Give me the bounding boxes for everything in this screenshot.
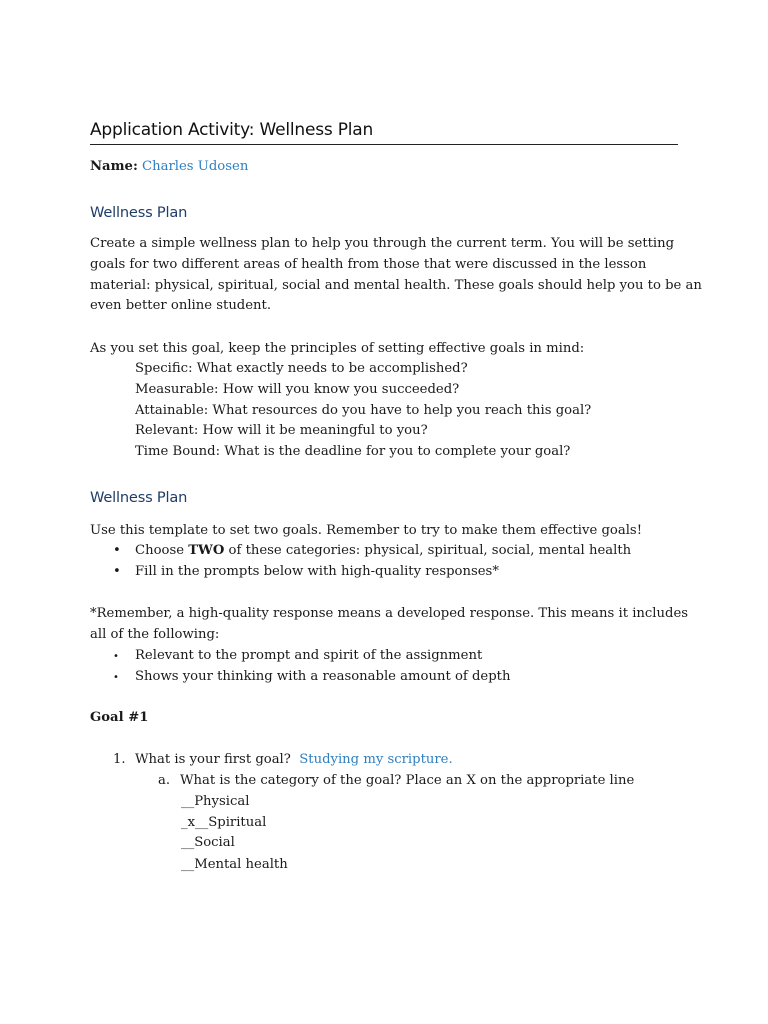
intro-paragraph bbox=[90, 234, 702, 317]
question-1a bbox=[158, 771, 634, 792]
principle-relevant: Relevant: How will it be meaningful to you? bbox=[135, 423, 428, 439]
remember-line: *Remember, a high-quality response means a developed response. This means it includes bbox=[90, 606, 689, 621]
bullet-icon: • bbox=[113, 651, 119, 662]
principle-attainable: Attainable: What resources do you have to help you reach this goal? bbox=[135, 402, 592, 418]
name-line bbox=[90, 157, 248, 178]
question-answer: Studying my scripture. bbox=[299, 752, 453, 767]
category-option-spiritual: _x__Spiritual bbox=[181, 815, 267, 830]
principle-specific: Specific: What exactly needs to be accomplished? bbox=[135, 361, 468, 376]
intro-line: goals for two different areas of health from those that were discussed in the lesson bbox=[90, 256, 647, 272]
question-text: What is your first goal? bbox=[135, 752, 291, 767]
intro-line: material: physical, spiritual, social and mental health. These goals should help you to be an bbox=[90, 277, 702, 293]
document-title: Application Activity: Wellness Plan bbox=[90, 120, 678, 145]
quality-text: Relevant to the prompt and spirit of the assignment bbox=[135, 648, 483, 663]
instruction-text: of these categories: physical, spiritual, social, mental health bbox=[224, 543, 632, 558]
section-heading-wellness-plan: Wellness Plan bbox=[90, 204, 188, 221]
bullet-icon: • bbox=[113, 543, 121, 558]
category-option-physical: __Physical bbox=[181, 794, 250, 809]
instruction-bullet-fill bbox=[113, 562, 499, 583]
category-option-social: __Social bbox=[181, 835, 235, 850]
remember-line: all of the following: bbox=[90, 626, 220, 642]
instruction-emphasis: TWO bbox=[188, 543, 225, 558]
goal-heading bbox=[90, 708, 148, 729]
quality-bullet-thinking bbox=[113, 667, 510, 689]
bullet-icon: • bbox=[113, 672, 119, 683]
principle-time-bound: Time Bound: What is the deadline for you to complete your goal? bbox=[135, 444, 571, 460]
quality-text: Shows your thinking with a reasonable amount of depth bbox=[135, 669, 511, 684]
bullet-icon: • bbox=[113, 564, 121, 579]
template-intro: Use this template to set two goals. Remember to try to make them effective goals! bbox=[90, 523, 643, 538]
principles-intro: As you set this goal, keep the principles of setting effective goals in mind: bbox=[90, 341, 585, 356]
remember-paragraph bbox=[90, 604, 689, 646]
instruction-text: Choose bbox=[135, 543, 189, 558]
principle-measurable: Measurable: How will you know you succeeded? bbox=[135, 381, 460, 397]
category-option-mental-health: __Mental health bbox=[181, 857, 288, 872]
question-text: What is the category of the goal? Place an X on the appropriate line bbox=[180, 773, 635, 788]
instruction-bullet-choose bbox=[113, 541, 631, 562]
question-1 bbox=[113, 750, 453, 771]
section-heading-wellness-plan-2: Wellness Plan bbox=[90, 489, 188, 506]
question-number: 1. bbox=[113, 752, 126, 767]
question-letter: a. bbox=[158, 773, 171, 788]
instruction-text: Fill in the prompts below with high-quality responses* bbox=[135, 564, 499, 579]
principles-list bbox=[135, 359, 725, 463]
quality-bullet-relevant bbox=[113, 646, 482, 668]
intro-line: Create a simple wellness plan to help you through the current term. You will be setting bbox=[90, 236, 675, 251]
name-label: Name: bbox=[90, 159, 138, 174]
name-value: Charles Udosen bbox=[142, 159, 249, 174]
intro-line: even better online student. bbox=[90, 298, 272, 314]
goal-heading-text: Goal #1 bbox=[90, 710, 149, 725]
